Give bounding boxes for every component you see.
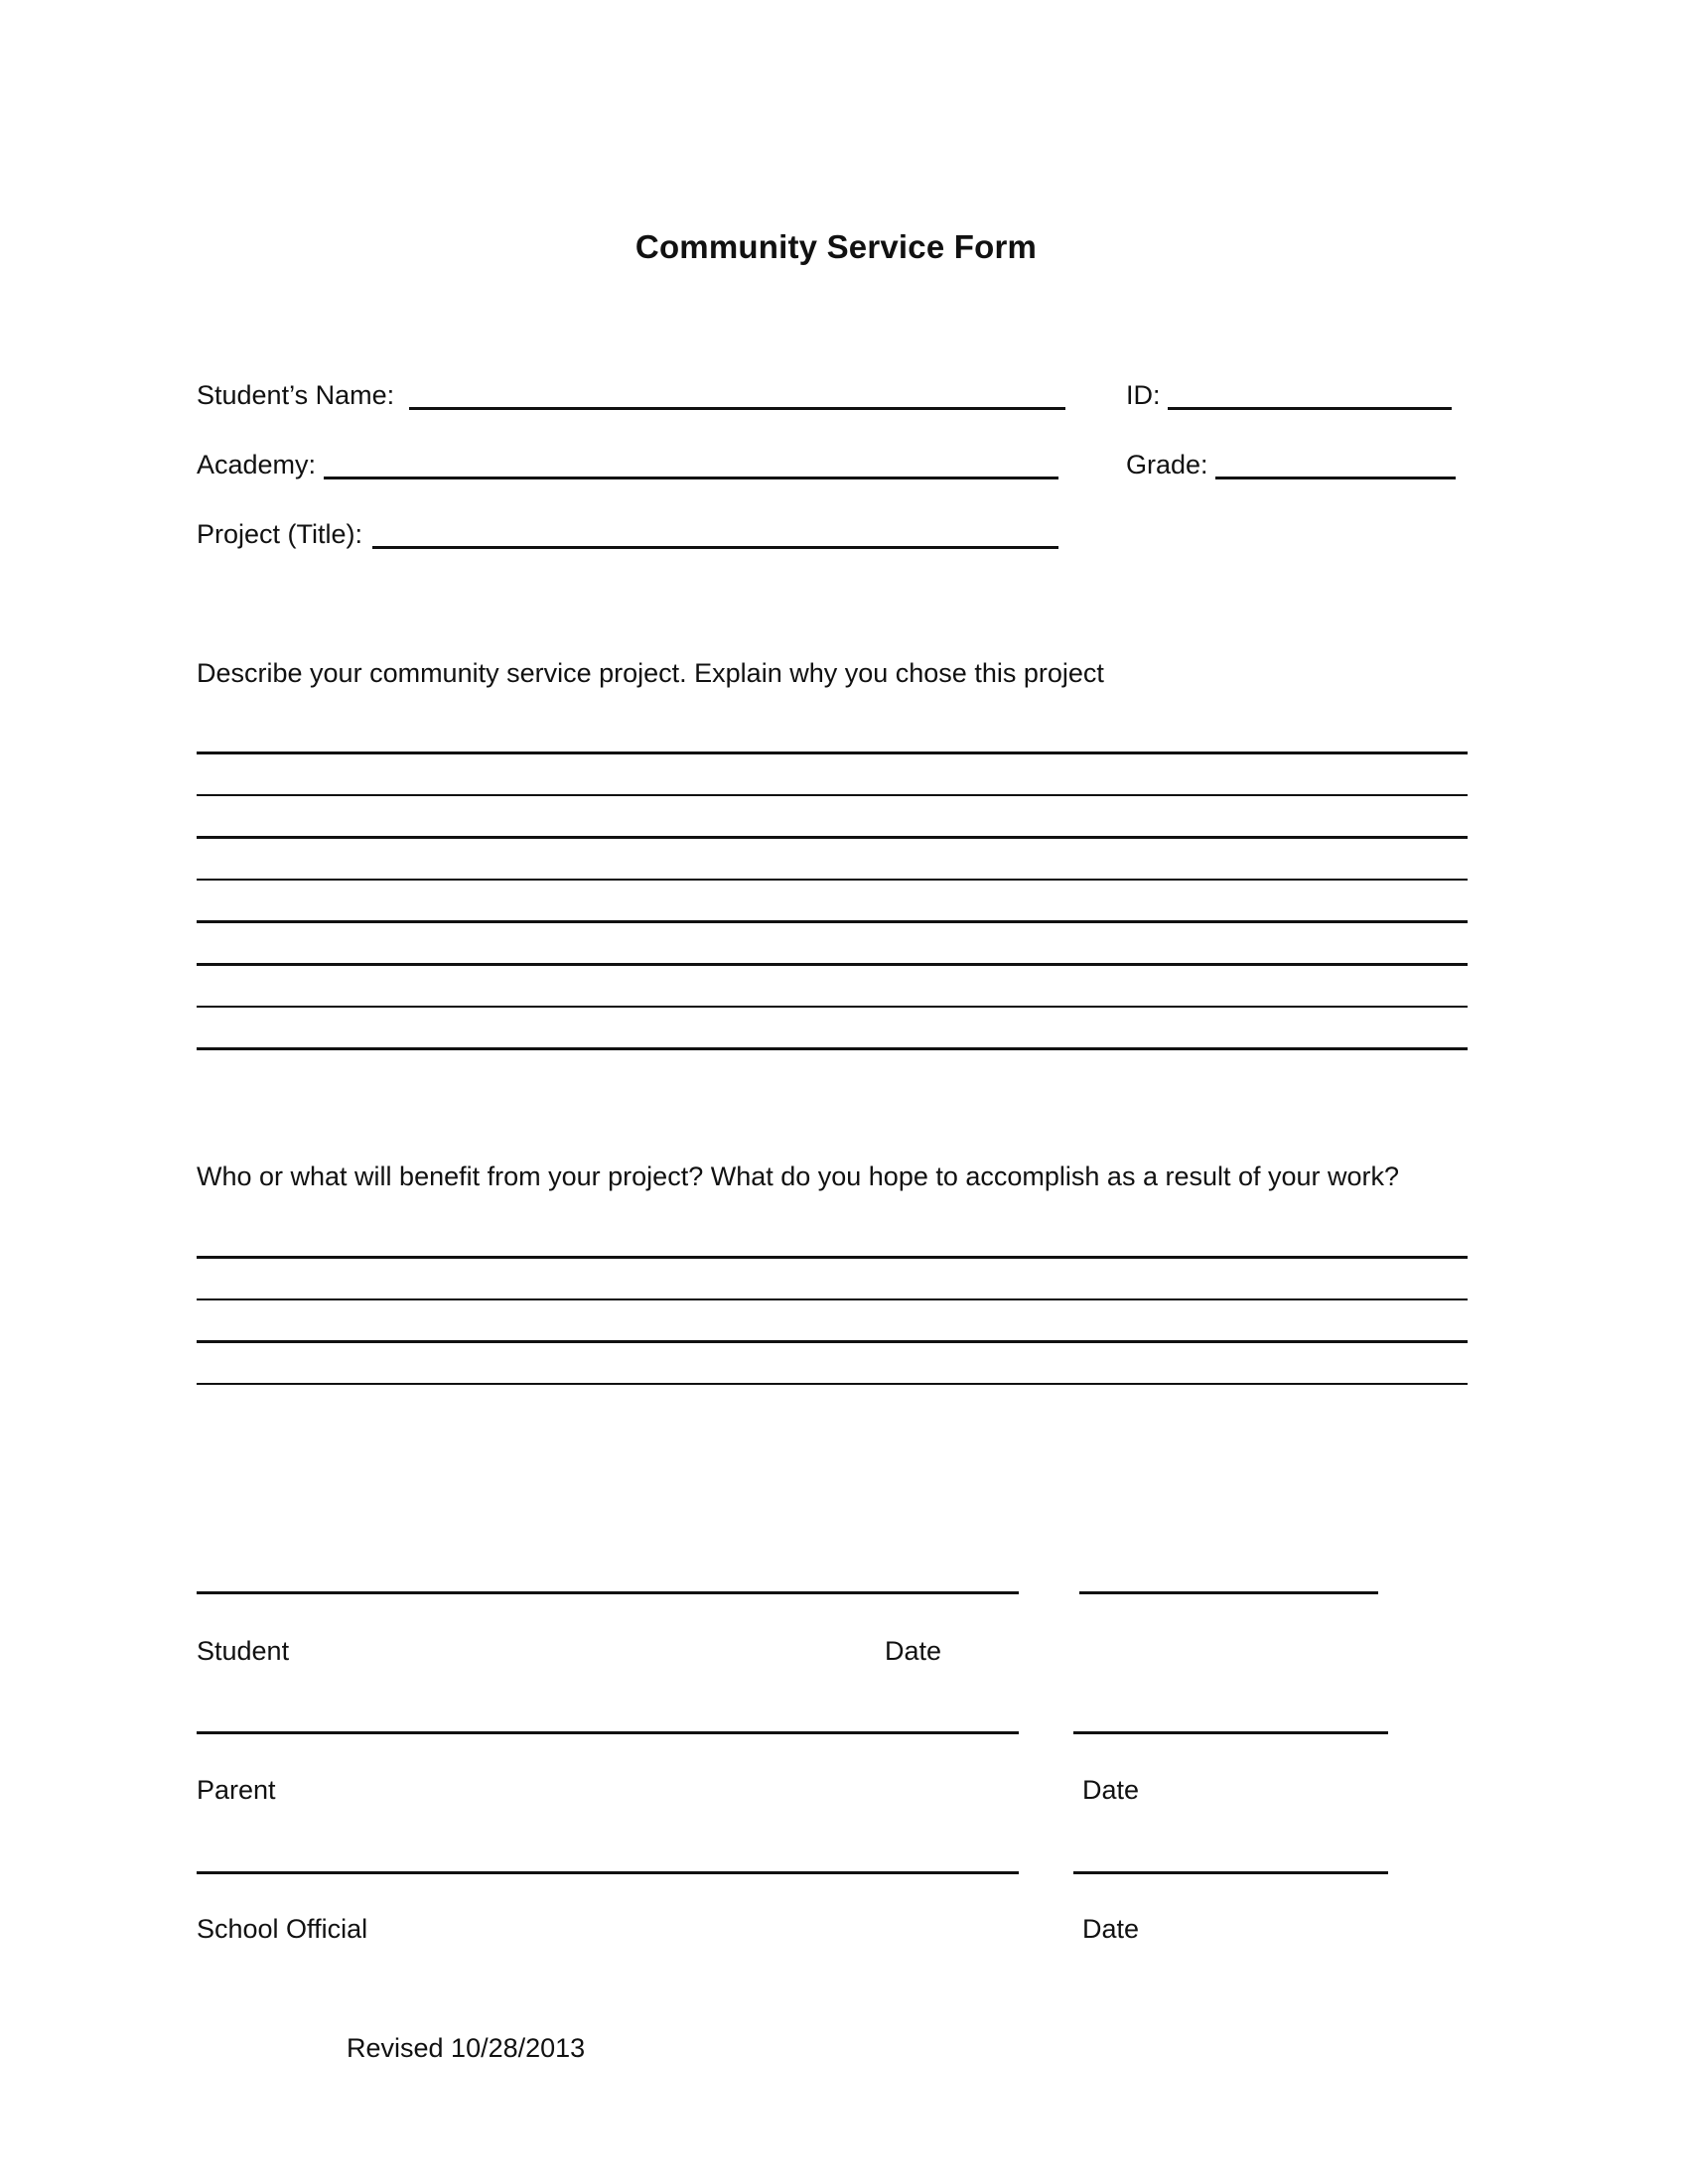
student-name-field[interactable] [409, 407, 1065, 410]
id-label: ID: [1126, 380, 1161, 410]
school-official-date-label: Date [1082, 1914, 1140, 1944]
school-official-signature-field[interactable] [197, 1871, 1019, 1874]
parent-date-field[interactable] [1073, 1731, 1388, 1734]
id-field[interactable] [1168, 407, 1452, 410]
parent-signature-field[interactable] [197, 1731, 1019, 1734]
question-2-answer-line[interactable] [197, 1383, 1468, 1386]
parent-date-label: Date [1082, 1775, 1140, 1805]
academy-label: Academy: [197, 450, 317, 479]
question-1-answer-line[interactable] [197, 879, 1468, 882]
question-1-answer-line[interactable] [197, 920, 1468, 923]
parent-signature-label: Parent [197, 1775, 276, 1805]
student-signature-field[interactable] [197, 1591, 1019, 1594]
question-1-prompt: Describe your community service project. Explain why you chose this project [197, 658, 1104, 688]
question-1-answer-line[interactable] [197, 794, 1468, 797]
student-date-label: Date [885, 1636, 942, 1666]
question-2-answer-line[interactable] [197, 1298, 1468, 1301]
school-official-date-field[interactable] [1073, 1871, 1388, 1874]
student-date-field[interactable] [1079, 1591, 1378, 1594]
project-title-label: Project (Title): [197, 519, 363, 549]
question-2-answer-line[interactable] [197, 1256, 1468, 1259]
grade-label: Grade: [1126, 450, 1208, 479]
question-1-answer-line[interactable] [197, 1047, 1468, 1050]
project-title-field[interactable] [372, 546, 1058, 549]
question-1-answer-line[interactable] [197, 963, 1468, 966]
academy-field[interactable] [324, 477, 1058, 479]
form-title: Community Service Form [634, 228, 1038, 265]
question-1-answer-line[interactable] [197, 1006, 1468, 1009]
question-2-prompt: Who or what will benefit from your project? What do you hope to accomplish as a result of your work? [197, 1161, 1400, 1191]
revision-note: Revised 10/28/2013 [347, 2033, 586, 2063]
school-official-signature-label: School Official [197, 1914, 368, 1944]
question-1-answer-line[interactable] [197, 836, 1468, 839]
question-1-answer-line[interactable] [197, 751, 1468, 754]
student-signature-label: Student [197, 1636, 290, 1666]
student-name-label: Student’s Name: [197, 380, 395, 410]
grade-field[interactable] [1215, 477, 1456, 479]
question-2-answer-line[interactable] [197, 1340, 1468, 1343]
